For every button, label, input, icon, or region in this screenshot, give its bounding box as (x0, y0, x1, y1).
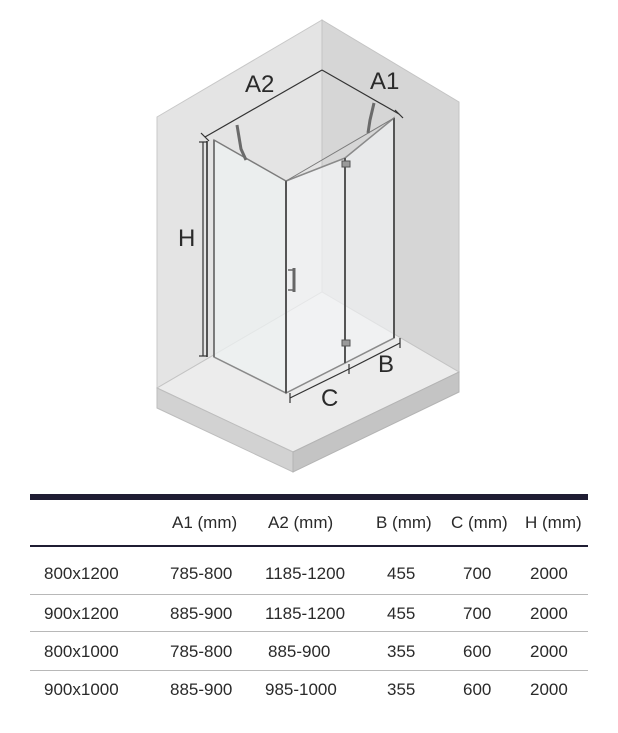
row-4-a1: 885-900 (170, 680, 233, 699)
row-2-a2: 1185-1200 (265, 604, 346, 623)
side-glass-panel (214, 140, 286, 393)
row-2-c: 700 (463, 604, 492, 623)
header-a1: A1 (mm) (172, 513, 238, 532)
row-2-h: 2000 (530, 604, 568, 623)
table-header-rule (30, 545, 588, 547)
row-1-b: 455 (387, 564, 416, 583)
dimension-label-c: C (321, 385, 339, 412)
header-h: H (mm) (525, 513, 582, 532)
dimension-label-a1: A1 (370, 68, 400, 95)
door-hinge-bottom-icon (342, 340, 350, 346)
row-divider (30, 670, 588, 671)
row-3-a2: 885-900 (268, 642, 331, 661)
row-1-h: 2000 (530, 564, 568, 583)
row-3-b: 355 (387, 642, 416, 661)
row-1-size: 800x1200 (44, 564, 119, 583)
row-3-h: 2000 (530, 642, 568, 661)
header-a2: A2 (mm) (268, 513, 334, 532)
row-3-a1: 785-800 (170, 642, 233, 661)
row-3-c: 600 (463, 642, 492, 661)
row-4-h: 2000 (530, 680, 568, 699)
row-divider (30, 594, 588, 595)
dimension-label-b: B (378, 351, 395, 378)
dimension-label-h: H (178, 225, 196, 252)
row-2-a1: 885-900 (170, 604, 233, 623)
row-2-b: 455 (387, 604, 416, 623)
row-1-a2: 1185-1200 (265, 564, 346, 583)
header-c: C (mm) (451, 513, 508, 532)
row-2-size: 900x1200 (44, 604, 119, 623)
row-1-c: 700 (463, 564, 492, 583)
row-4-size: 900x1000 (44, 680, 119, 699)
row-3-size: 800x1000 (44, 642, 119, 661)
header-b: B (mm) (376, 513, 432, 532)
row-1-a1: 785-800 (170, 564, 233, 583)
row-divider (30, 631, 588, 632)
row-4-c: 600 (463, 680, 492, 699)
dimension-label-a2: A2 (245, 71, 275, 98)
row-4-a2: 985-1000 (265, 680, 337, 699)
table-top-rule (30, 494, 588, 500)
hinged-door-glass (345, 118, 394, 363)
row-4-b: 355 (387, 680, 416, 699)
door-hinge-top-icon (342, 161, 350, 167)
